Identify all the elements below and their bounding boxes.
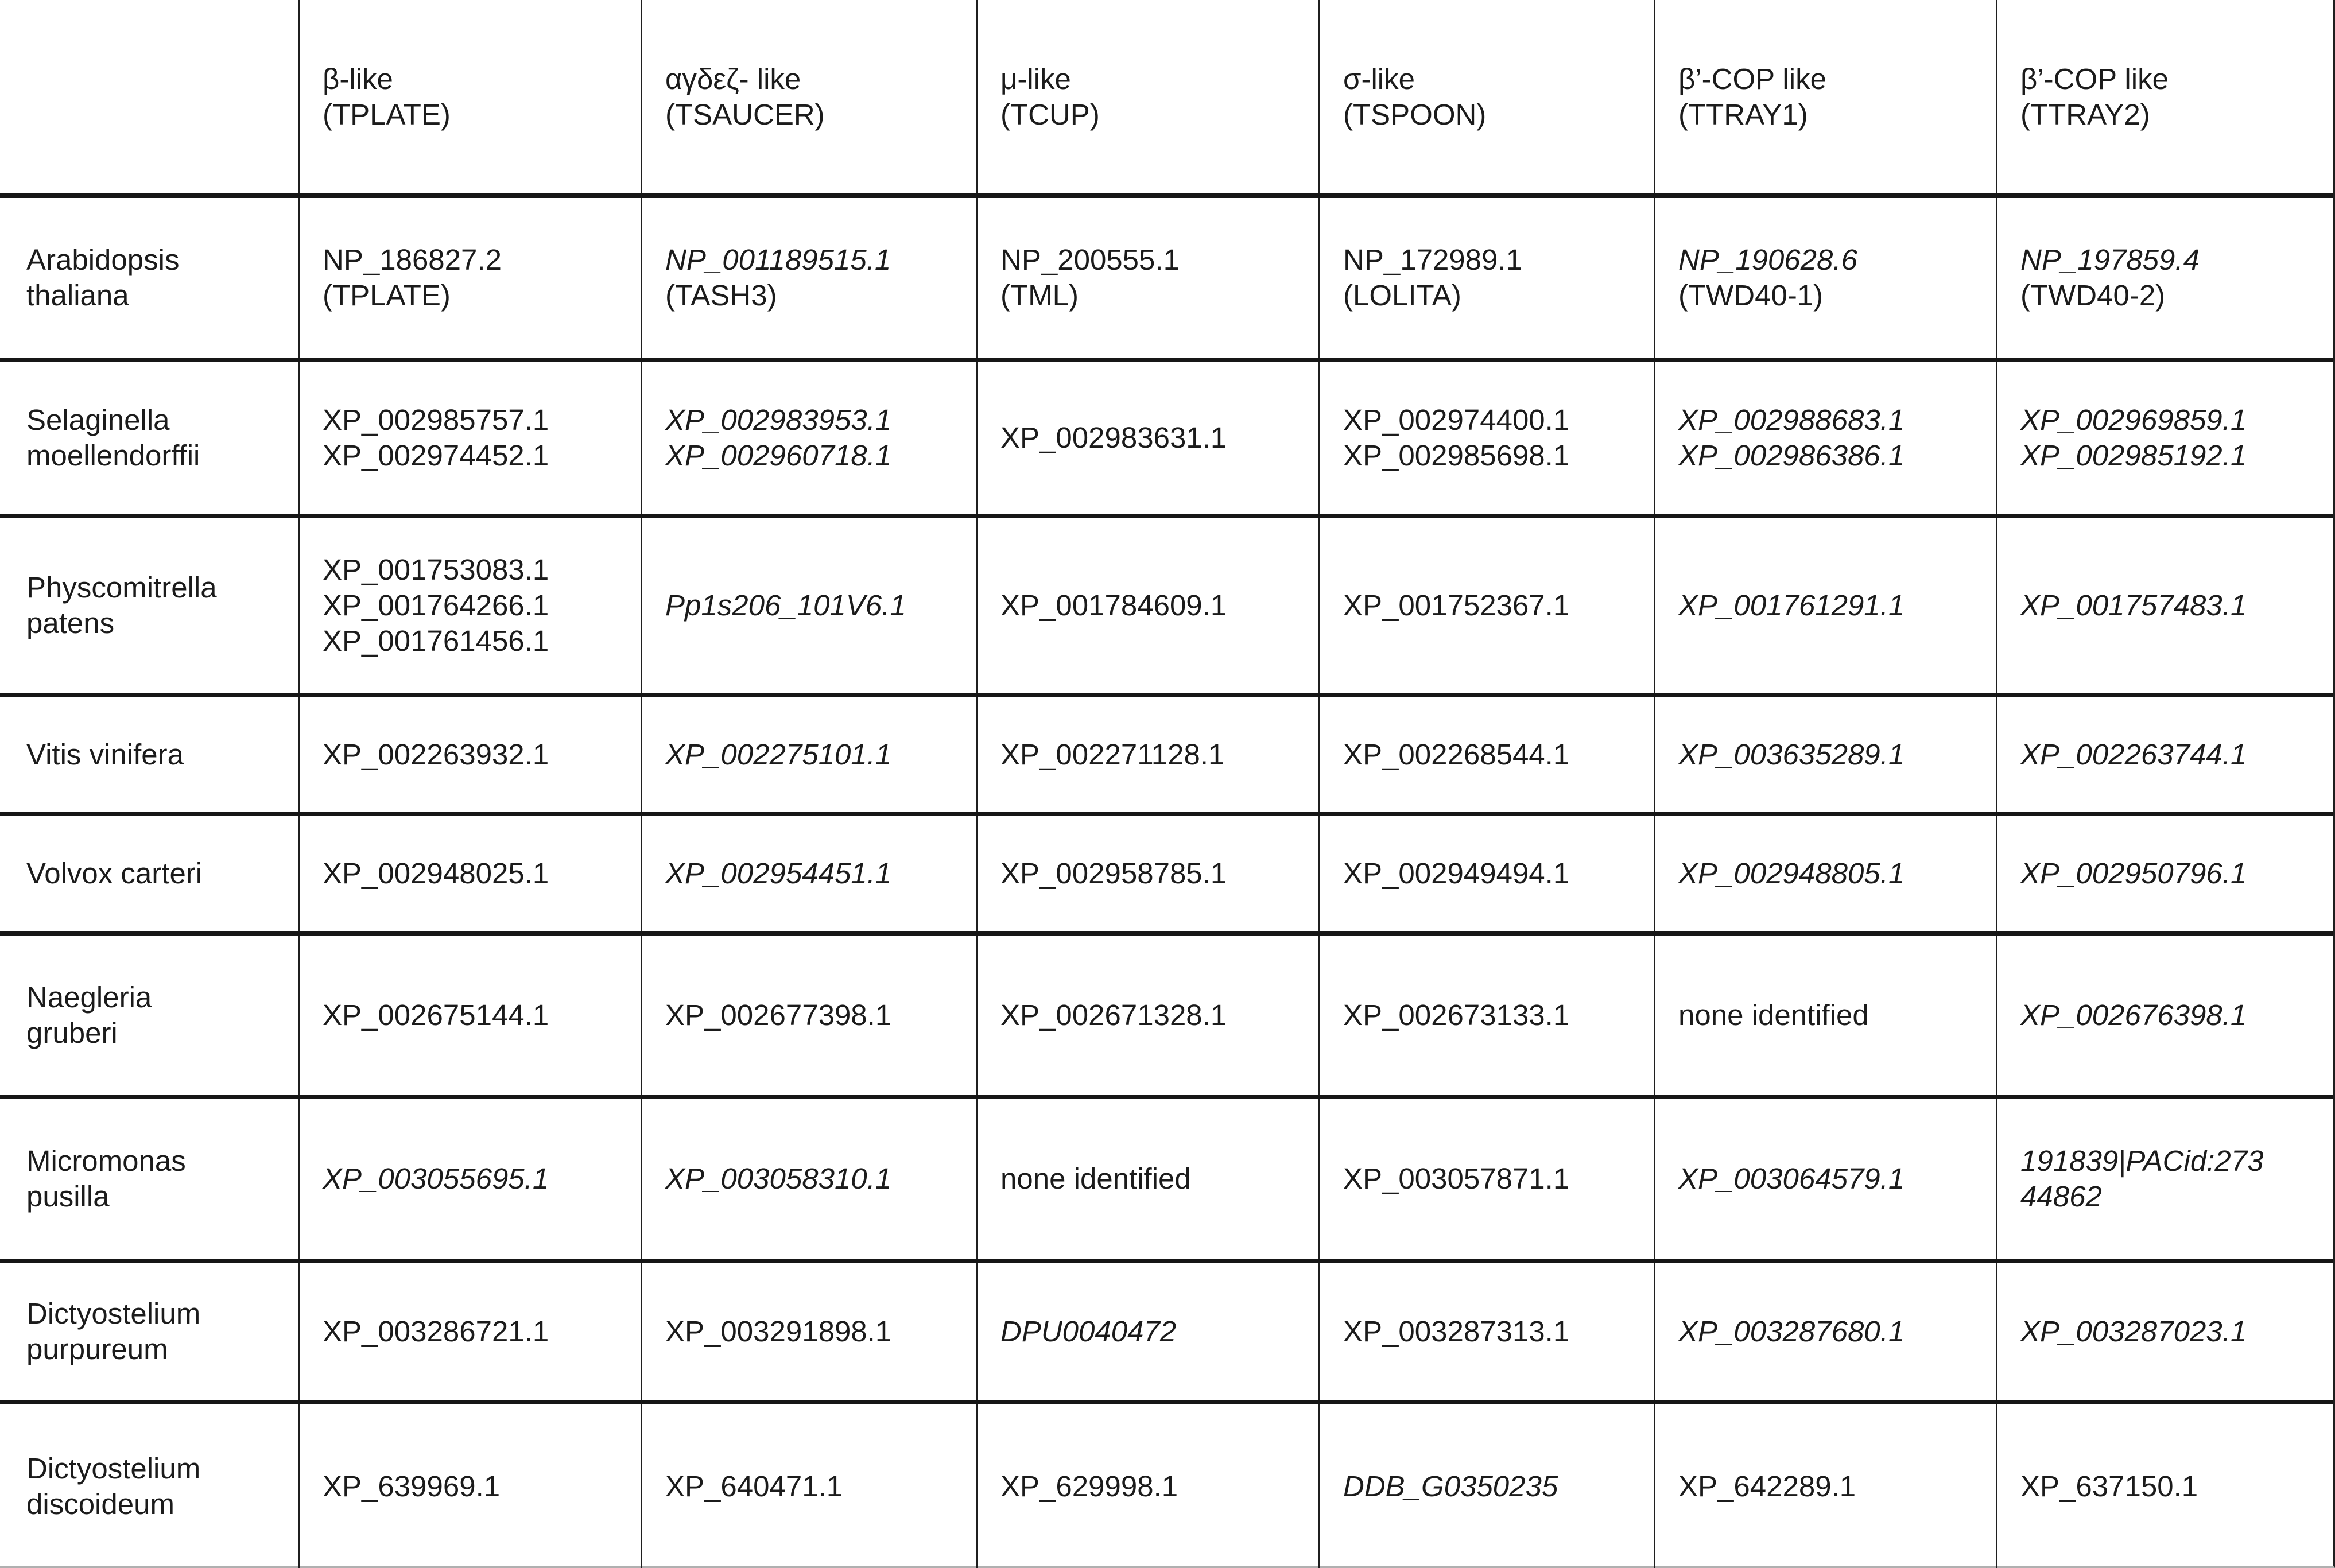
cell-text-line: (TTRAY2) xyxy=(2020,98,2150,131)
cell-text-line: XP_003055695.1 xyxy=(323,1162,549,1195)
table-cell xyxy=(976,936,1318,1095)
cell-text-line: none identified xyxy=(1000,1162,1191,1195)
cell-text-line: 44862 xyxy=(2020,1180,2102,1213)
table-cell xyxy=(976,362,1318,514)
table-cell xyxy=(1318,697,1654,812)
cell-text-line: XP_002271128.1 xyxy=(1000,738,1225,771)
cell-text-line: XP_002263932.1 xyxy=(323,738,549,771)
table-cell xyxy=(641,816,976,931)
cell-text-line: Volvox carteri xyxy=(26,857,203,890)
table-cell xyxy=(1996,362,2333,514)
cell-text-line: Arabidopsis xyxy=(26,243,180,276)
table-header-row xyxy=(0,0,2333,193)
table-cell xyxy=(1654,1404,1996,1568)
cell-text-line: Micromonas xyxy=(26,1144,186,1177)
cell-text-line: XP_003058310.1 xyxy=(665,1162,892,1195)
cell-text-line: NP_197859.4 xyxy=(2020,243,2200,276)
table-cell xyxy=(976,816,1318,931)
cell-text-line: XP_002960718.1 xyxy=(665,439,892,472)
cell-text-line: XP_002677398.1 xyxy=(665,998,892,1031)
table-row xyxy=(0,931,2333,1095)
cell-text-line: (LOLITA) xyxy=(1343,279,1461,312)
table-row xyxy=(0,812,2333,931)
cell-text-line: purpureum xyxy=(26,1333,168,1365)
column-header-cell xyxy=(1654,0,1996,193)
table-cell xyxy=(641,1404,976,1568)
cell-text-line: DDB_G0350235 xyxy=(1343,1469,1558,1503)
table-cell xyxy=(1996,697,2333,812)
species-cell xyxy=(0,1099,298,1259)
cell-text-line: XP_002983953.1 xyxy=(665,403,892,436)
table-cell xyxy=(641,936,976,1095)
cell-text-line: NP_172989.1 xyxy=(1343,243,1522,276)
column-header-cell xyxy=(641,0,976,193)
species-cell xyxy=(0,1263,298,1400)
cell-text-line: XP_003287023.1 xyxy=(2020,1315,2247,1348)
cell-text-line: XP_639969.1 xyxy=(323,1469,501,1503)
cell-text-line: XP_002974400.1 xyxy=(1343,403,1570,436)
cell-text-line: (TASH3) xyxy=(665,279,777,312)
cell-text-line: β’-COP like xyxy=(2020,62,2169,95)
cell-text-line: (TSAUCER) xyxy=(665,98,825,131)
cell-text-line: XP_002671328.1 xyxy=(1000,998,1227,1031)
cell-text-line: XP_002985757.1 xyxy=(323,403,549,436)
table-cell xyxy=(1318,1099,1654,1259)
cell-text-line: thaliana xyxy=(26,279,129,312)
table-cell xyxy=(298,198,641,358)
cell-text-line: β’-COP like xyxy=(1678,62,1826,95)
cell-text-line: Naegleria xyxy=(26,980,152,1014)
table-cell xyxy=(976,1099,1318,1259)
table-cell xyxy=(1654,1099,1996,1259)
table-cell xyxy=(641,697,976,812)
table-cell xyxy=(1996,816,2333,931)
cell-text-line: XP_002974452.1 xyxy=(323,439,549,472)
table-cell xyxy=(1318,816,1654,931)
table-cell xyxy=(298,816,641,931)
cell-text-line: Selaginella xyxy=(26,403,170,436)
cell-text-line: XP_003064579.1 xyxy=(1678,1162,1905,1195)
cell-text-line: XP_002986386.1 xyxy=(1678,439,1905,472)
cell-text-line: αγδεζ- like xyxy=(665,62,801,95)
table-cell xyxy=(1996,198,2333,358)
cell-text-line: XP_002275101.1 xyxy=(665,738,892,771)
table-row xyxy=(0,358,2333,514)
table-cell xyxy=(1654,518,1996,693)
table-cell xyxy=(1318,362,1654,514)
table-cell xyxy=(1654,936,1996,1095)
table-row xyxy=(0,193,2333,358)
table-cell xyxy=(298,362,641,514)
cell-text-line: (TTRAY1) xyxy=(1678,98,1808,131)
table-cell xyxy=(1654,1263,1996,1400)
species-cell xyxy=(0,936,298,1095)
cell-text-line: XP_002985698.1 xyxy=(1343,439,1570,472)
cell-text-line: XP_002950796.1 xyxy=(2020,857,2247,890)
table-cell xyxy=(1654,198,1996,358)
table-cell xyxy=(1318,198,1654,358)
column-header-cell xyxy=(1318,0,1654,193)
table-cell xyxy=(1318,936,1654,1095)
cell-text-line: Physcomitrella xyxy=(26,571,217,604)
cell-text-line: XP_003287680.1 xyxy=(1678,1315,1905,1348)
table-cell xyxy=(976,1263,1318,1400)
species-cell xyxy=(0,697,298,812)
table-cell xyxy=(1996,1099,2333,1259)
table-cell xyxy=(298,936,641,1095)
species-cell xyxy=(0,816,298,931)
cell-text-line: XP_002675144.1 xyxy=(323,998,549,1031)
table-cell xyxy=(976,518,1318,693)
cell-text-line: (TWD40-2) xyxy=(2020,279,2166,312)
cell-text-line: NP_001189515.1 xyxy=(665,243,891,276)
cell-text-line: XP_640471.1 xyxy=(665,1469,843,1503)
table-cell xyxy=(641,198,976,358)
table-cell xyxy=(1996,1404,2333,1568)
cell-text-line: XP_001757483.1 xyxy=(2020,589,2247,622)
table-cell xyxy=(976,1404,1318,1568)
table-cell xyxy=(1654,697,1996,812)
table-cell xyxy=(1996,518,2333,693)
species-cell xyxy=(0,362,298,514)
cell-text-line: XP_637150.1 xyxy=(2020,1469,2198,1503)
cell-text-line: NP_200555.1 xyxy=(1000,243,1180,276)
table-cell xyxy=(1318,518,1654,693)
cell-text-line: Vitis vinifera xyxy=(26,738,184,771)
table-cell xyxy=(641,1263,976,1400)
cell-text-line: XP_002263744.1 xyxy=(2020,738,2247,771)
cell-text-line: XP_002969859.1 xyxy=(2020,403,2247,436)
table-cell xyxy=(1996,1263,2333,1400)
cell-text-line: discoideum xyxy=(26,1487,174,1520)
cell-text-line: (TWD40-1) xyxy=(1678,279,1824,312)
cell-text-line: Pp1s206_101V6.1 xyxy=(665,589,906,622)
cell-text-line: XP_003057871.1 xyxy=(1343,1162,1570,1195)
cell-text-line: XP_002983631.1 xyxy=(1000,421,1227,454)
cell-text-line: moellendorffii xyxy=(26,439,200,472)
cell-text-line: (TCUP) xyxy=(1000,98,1100,131)
cell-text-line: gruberi xyxy=(26,1016,118,1049)
cell-text-line: β-like xyxy=(323,62,393,95)
column-header-cell xyxy=(1996,0,2333,193)
table-cell xyxy=(641,362,976,514)
table-cell xyxy=(298,1404,641,1568)
table-cell xyxy=(1654,816,1996,931)
cell-text-line: none identified xyxy=(1678,998,1869,1031)
table-row xyxy=(0,1259,2333,1400)
cell-text-line: 191839|PACid:273 xyxy=(2020,1144,2264,1177)
cell-text-line: XP_629998.1 xyxy=(1000,1469,1178,1503)
table-row xyxy=(0,1400,2333,1568)
table-cell xyxy=(298,697,641,812)
cell-text-line: NP_190628.6 xyxy=(1678,243,1857,276)
cell-text-line: XP_001752367.1 xyxy=(1343,589,1570,622)
table-cell xyxy=(1318,1263,1654,1400)
table-cell xyxy=(1996,936,2333,1095)
cell-text-line: XP_001761291.1 xyxy=(1678,589,1905,622)
cell-text-line: DPU0040472 xyxy=(1000,1315,1177,1348)
cell-text-line: XP_642289.1 xyxy=(1678,1469,1856,1503)
cell-text-line: σ-like xyxy=(1343,62,1415,95)
cell-text-line: XP_002268544.1 xyxy=(1343,738,1570,771)
cell-text-line: XP_003287313.1 xyxy=(1343,1315,1570,1348)
column-header-cell xyxy=(976,0,1318,193)
cell-text-line: XP_001753083.1 xyxy=(323,553,549,586)
header-corner-cell xyxy=(0,0,298,193)
table-cell xyxy=(298,518,641,693)
cell-text-line: (TPLATE) xyxy=(323,279,451,312)
cell-text-line: XP_001761456.1 xyxy=(323,624,549,657)
cell-text-line: XP_002988683.1 xyxy=(1678,403,1905,436)
table-cell xyxy=(1318,1404,1654,1568)
table-row xyxy=(0,514,2333,693)
cell-text-line: XP_002985192.1 xyxy=(2020,439,2247,472)
cell-text-line: Dictyostelium xyxy=(26,1297,201,1330)
table-cell xyxy=(1654,362,1996,514)
table-cell xyxy=(641,518,976,693)
table-cell xyxy=(976,198,1318,358)
cell-text-line: (TPLATE) xyxy=(323,98,451,131)
cell-text-line: NP_186827.2 xyxy=(323,243,502,276)
cell-text-line: XP_001784609.1 xyxy=(1000,589,1227,622)
table-row xyxy=(0,693,2333,812)
table-cell xyxy=(641,1099,976,1259)
table-row xyxy=(0,1095,2333,1259)
table-cell xyxy=(298,1263,641,1400)
cell-text-line: Dictyostelium xyxy=(26,1451,201,1485)
cell-text-line: XP_002673133.1 xyxy=(1343,998,1570,1031)
cell-text-line: (TSPOON) xyxy=(1343,98,1487,131)
species-cell xyxy=(0,198,298,358)
cell-text-line: pusilla xyxy=(26,1180,110,1213)
cell-text-line: XP_002958785.1 xyxy=(1000,857,1227,890)
table-cell xyxy=(976,697,1318,812)
cell-text-line: XP_001764266.1 xyxy=(323,589,549,622)
cell-text-line: XP_002949494.1 xyxy=(1343,857,1570,890)
cell-text-line: XP_003286721.1 xyxy=(323,1315,549,1348)
cell-text-line: XP_003291898.1 xyxy=(665,1315,892,1348)
table-cell xyxy=(298,1099,641,1259)
cell-text-line: XP_002948805.1 xyxy=(1678,857,1905,890)
column-header-cell xyxy=(298,0,641,193)
species-cell xyxy=(0,518,298,693)
cell-text-line: XP_002954451.1 xyxy=(665,857,892,890)
species-cell xyxy=(0,1404,298,1568)
cell-text-line: (TML) xyxy=(1000,279,1079,312)
cell-text-line: XP_003635289.1 xyxy=(1678,738,1905,771)
cell-text-line: XP_002948025.1 xyxy=(323,857,549,890)
cell-text-line: XP_002676398.1 xyxy=(2020,998,2247,1031)
cell-text-line: patens xyxy=(26,607,115,639)
cell-text-line: μ-like xyxy=(1000,62,1071,95)
